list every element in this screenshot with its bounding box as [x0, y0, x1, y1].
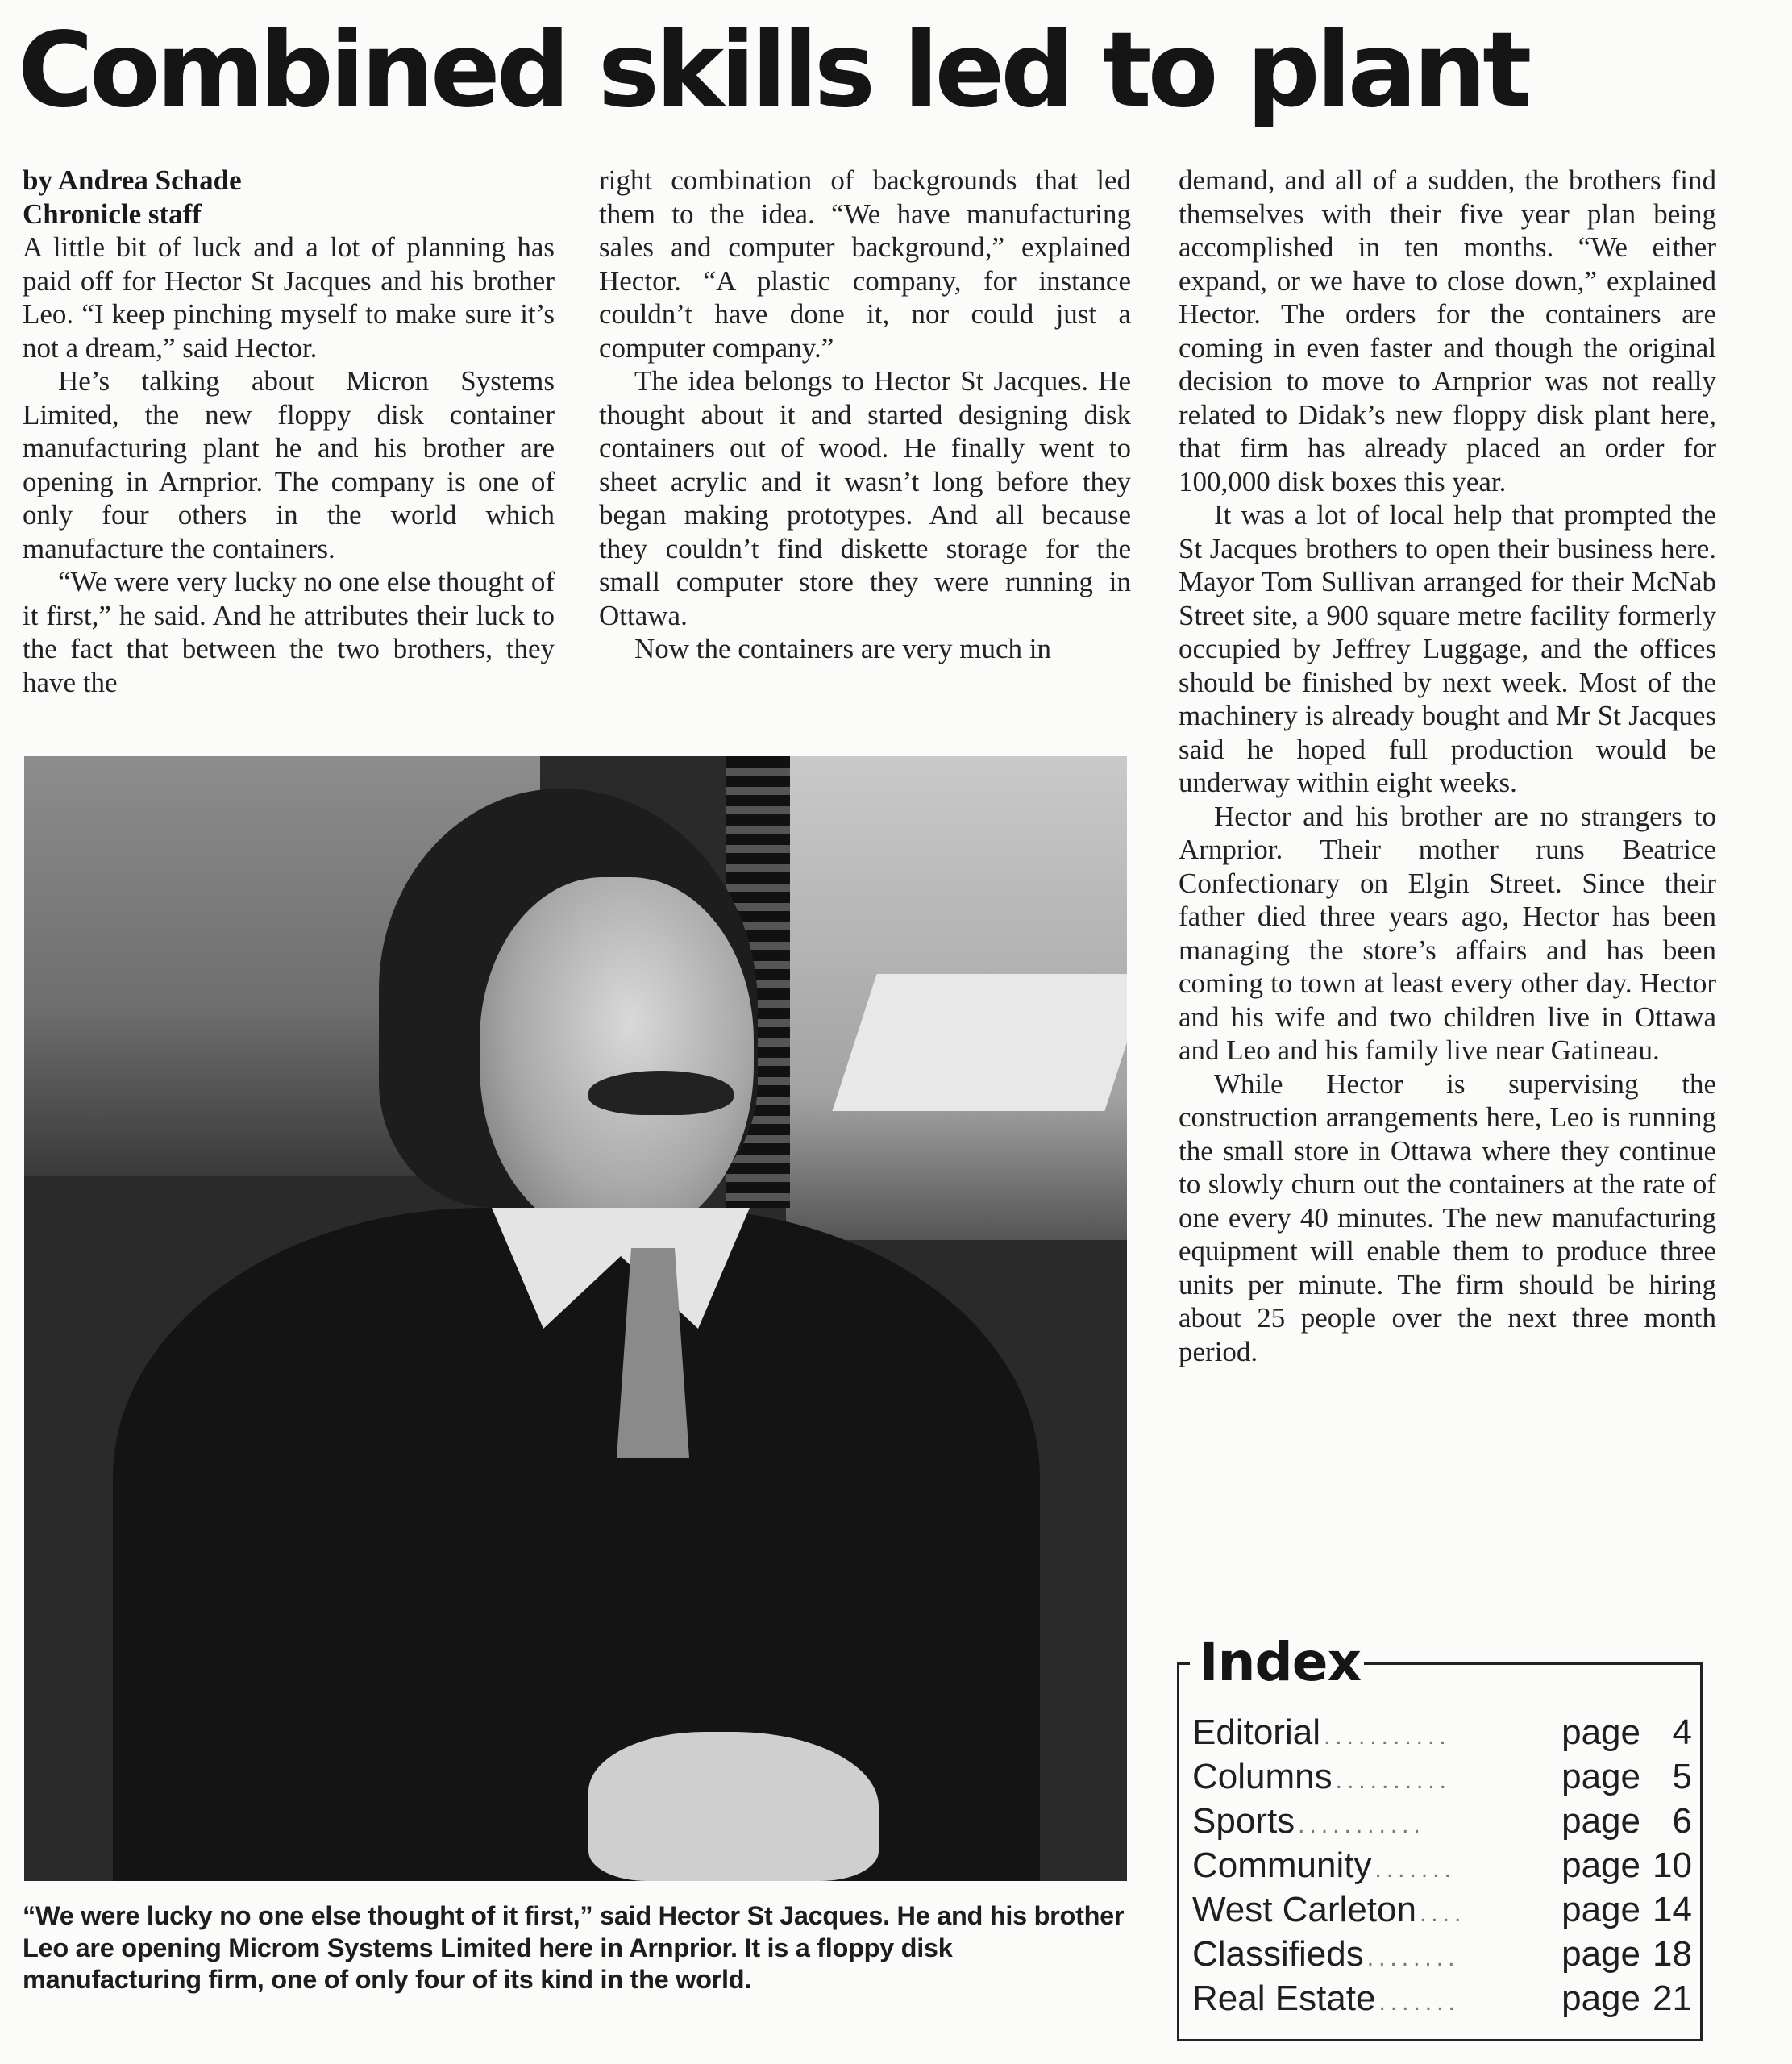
index-entry-label: Editorial — [1192, 1712, 1320, 1752]
index-page-number: 5 — [1672, 1757, 1692, 1796]
index-entry-label: Classifieds — [1192, 1934, 1364, 1974]
article-column-2 — [599, 164, 1131, 666]
index-entry-real-estate — [1192, 1979, 1692, 2023]
index-page-word: page — [1561, 1757, 1640, 1796]
article-paragraph: While Hector is supervising the construction arrangements here, Leo is running the small store in Ottawa where they continue to slowly churn out the containers at the rate of one every 40 minutes. The new manufacturing equipment will enable them to produce three units per minute. The firm should be hiring about 25 people over the next three month period. — [1179, 1067, 1716, 1367]
leader-dots: ....... — [1378, 1989, 1460, 2016]
index-entry-community — [1192, 1846, 1692, 1890]
index-entry-label: West Carleton — [1192, 1890, 1416, 1929]
article-paragraph: demand, and all of a sudden, the brothers find themselves with their five year plan being accomplished in ten months. “We either expand, or we have to close down,” explained Hector. The orders for the containers are coming in even faster and though the original decision to move to Arnprior was not really related to Didak’s new floppy disk plant here, that firm has already placed an order for 100,000 disk boxes this year. — [1179, 164, 1716, 497]
article-column-3 — [1179, 164, 1716, 1368]
index-entry-label: Columns — [1192, 1757, 1333, 1796]
article-paragraph: Hector and his brother are no strangers to Arnprior. Their mother runs Beatrice Confectionary on Elgin Street. Since their father died three years ago, Hector has been managing the store’s affairs and has been coming to town at least every other day. Hector and his wife and two children live in Ottawa and Leo and his family live near Gatineau. — [1179, 800, 1716, 1066]
index-page-word: page — [1561, 1712, 1640, 1752]
photo-caption: “We were lucky no one else thought of it first,” said Hector St Jacques. He and his brother Leo are opening Microm Systems Limited here in Arnprior. It is a floppy disk manufacturing firm, one of only four of its kind in the world. — [23, 1901, 1125, 1994]
index-page-word: page — [1561, 1846, 1640, 1885]
index-page-word: page — [1561, 1801, 1640, 1841]
article-column-1 — [23, 164, 555, 699]
photo-suit — [113, 1208, 1040, 1881]
index-entry-editorial — [1192, 1712, 1692, 1757]
index-entry-west-carleton — [1192, 1890, 1692, 1934]
index-page-word: page — [1561, 1934, 1640, 1974]
index-page-number: 4 — [1672, 1712, 1692, 1752]
index-page-number: 18 — [1653, 1934, 1692, 1974]
index-list — [1192, 1712, 1692, 2023]
leader-dots: ........... — [1298, 1812, 1425, 1838]
index-page-word: page — [1561, 1890, 1640, 1929]
index-entry-sports — [1192, 1801, 1692, 1846]
index-entry-columns — [1192, 1757, 1692, 1801]
leader-dots: .......... — [1335, 1767, 1451, 1794]
index-entry-label: Real Estate — [1192, 1979, 1376, 2018]
photo-face — [480, 877, 754, 1240]
byline-author: by Andrea Schade — [23, 164, 242, 196]
index-top-rule — [1177, 1662, 1190, 1665]
leader-dots: ........... — [1323, 1723, 1451, 1750]
byline-affiliation: Chronicle staff — [23, 198, 202, 230]
portrait-photo — [24, 756, 1127, 1881]
index-page-word: page — [1561, 1979, 1640, 2018]
index-page-number: 14 — [1653, 1890, 1692, 1929]
index-page-number: 6 — [1672, 1801, 1692, 1841]
leader-dots: ....... — [1374, 1856, 1456, 1883]
leader-dots: .... — [1419, 1900, 1466, 1927]
article-paragraph: “We were very lucky no one else thought of it first,” he said. And he attributes their luck to the fact that between the two brothers, they have the — [23, 566, 555, 698]
index-page-number: 10 — [1653, 1846, 1692, 1885]
photo-monitor — [832, 974, 1127, 1111]
article-paragraph: The idea belongs to Hector St Jacques. He thought about it and started designing disk containers out of wood. He finally went to sheet acrylic and it wasn’t long before they began making prototypes. And all because they couldn’t find diskette storage for the small computer store they were running in Ottawa. — [599, 365, 1131, 631]
article-paragraph: right combination of backgrounds that led them to the idea. “We have manufacturing sales and computer background,” explained Hector. “A plastic company, for instance couldn’t have done it, nor could just a computer company.” — [599, 164, 1131, 364]
index-entry-label: Sports — [1192, 1801, 1295, 1841]
article-paragraph: Now the containers are very much in — [634, 633, 1052, 664]
index-box — [1177, 1631, 1703, 2041]
index-top-rule — [1349, 1662, 1703, 1665]
leader-dots: ........ — [1366, 1945, 1460, 1971]
index-entry-label: Community — [1192, 1846, 1372, 1885]
index-entry-classifieds — [1192, 1934, 1692, 1979]
headline: Combined skills led to plant — [18, 10, 1528, 131]
photo-mustache — [588, 1071, 734, 1115]
article-paragraph: He’s talking about Micron Systems Limited, the new floppy disk container manufacturing plant he and his brother are opening in Arnprior. The company is one of only four others in the world which manufacture the containers. — [23, 365, 555, 564]
article-paragraph: It was a lot of local help that prompted the St Jacques brothers to open their business here. Mayor Tom Sullivan arranged for their McNab Street site, a 900 square metre facility formerly occupied by Jeffrey Luggage, and the offices should be finished by next week. Most of the machinery is already bought and Mr St Jacques said he hoped full production would be underway within eight weeks. — [1179, 499, 1716, 798]
index-page-number: 21 — [1653, 1979, 1692, 2018]
photo-hand — [588, 1732, 879, 1881]
article-paragraph: A little bit of luck and a lot of planning has paid off for Hector St Jacques and his brother Leo. “I keep pinching myself to make sure it’s not a dream,” said Hector. — [23, 231, 555, 364]
index-title: Index — [1195, 1632, 1364, 1693]
